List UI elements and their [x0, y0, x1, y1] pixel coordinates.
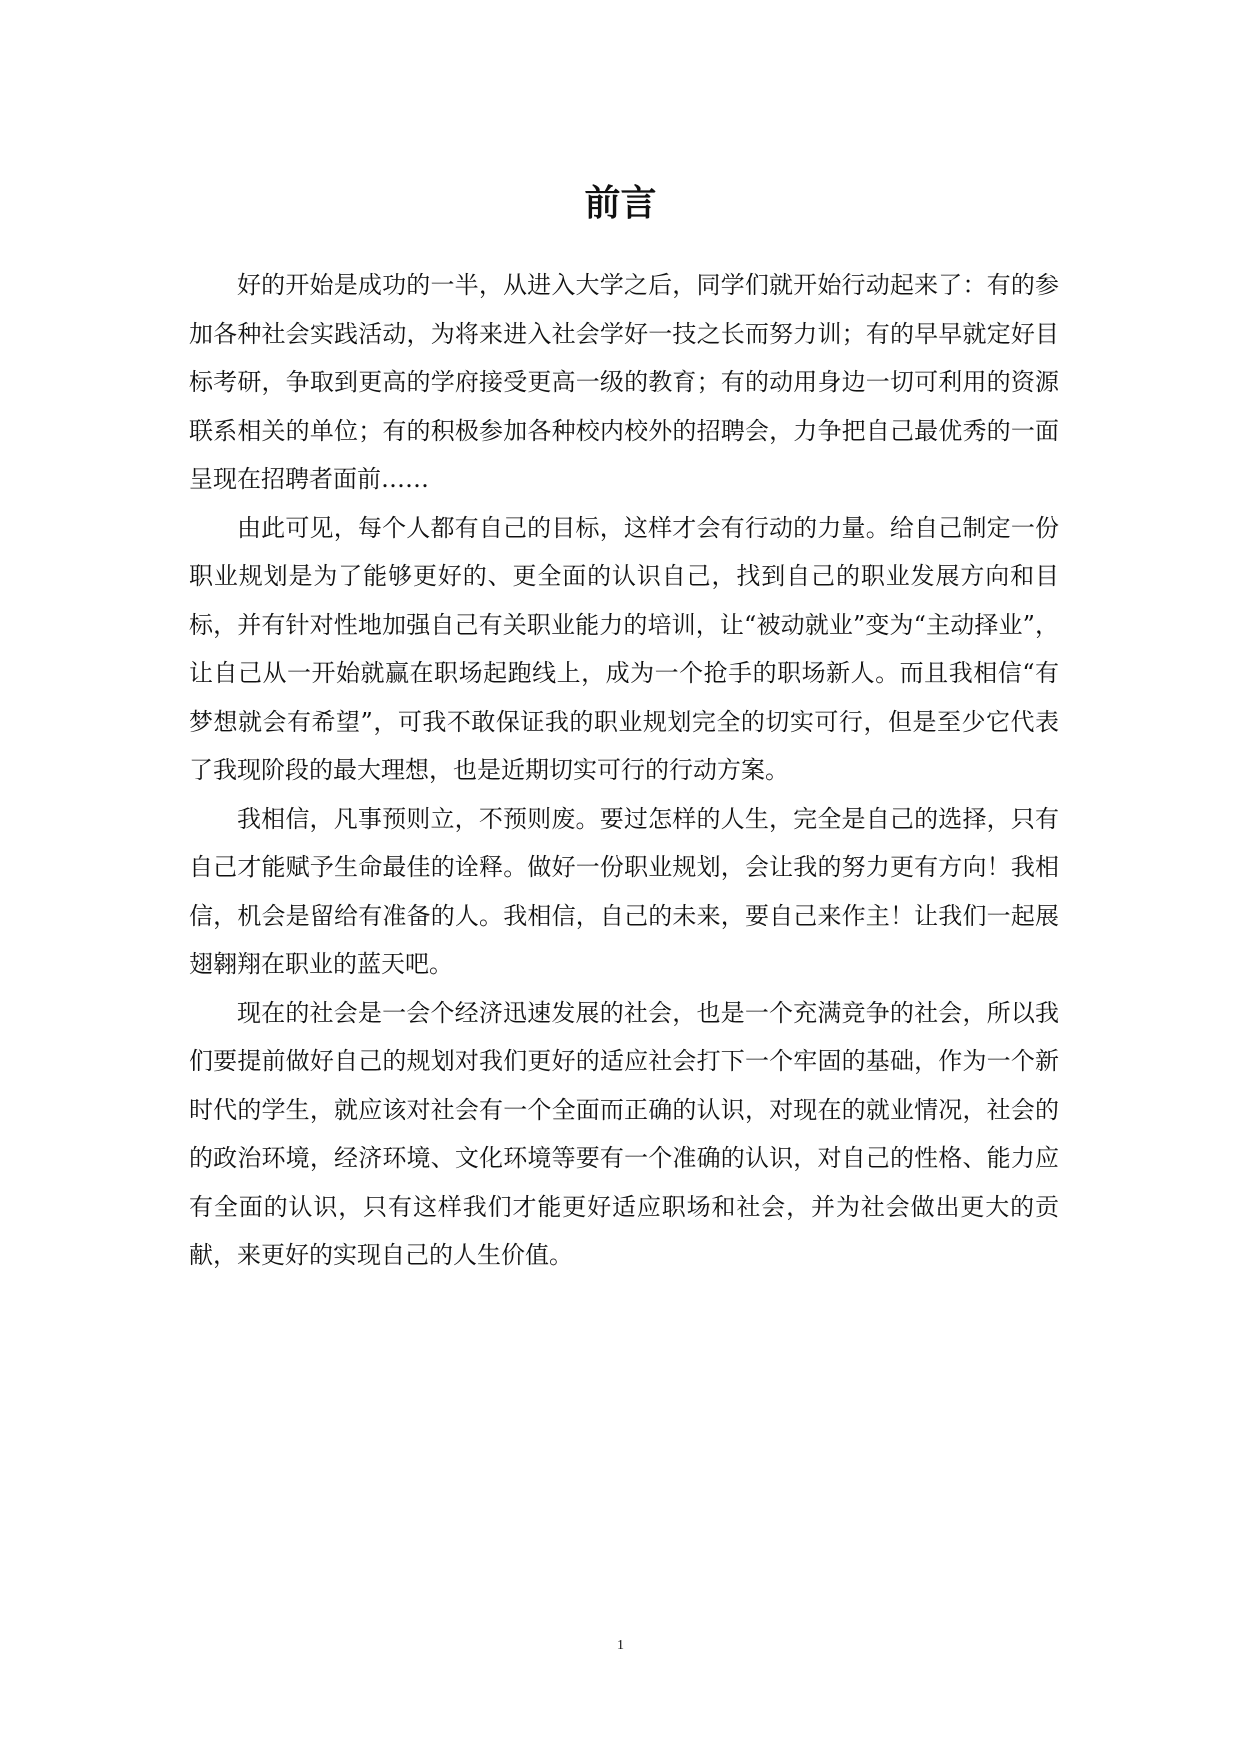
paragraph-2: 由此可见，每个人都有自己的目标，这样才会有行动的力量。给自己制定一份职业规划是为了能够更好的、更全面的认识自己，找到自己的职业发展方向和目标，并有针对性地加强自己有关职业能力的培训，让“被动就业”变为“主动择业”，让自己从一开始就赢在职场起跑线上，成为一个抢手的职场新人。而且我相信“有梦想就会有希望”，可我不敢保证我的职业规划完全的切实可行，但是至少它代表了我现阶段的最大理想，也是近期切实可行的行动方案。: [189, 513, 1059, 784]
page-number: 1: [617, 1638, 624, 1653]
paragraph-1: 好的开始是成功的一半，从进入大学之后，同学们就开始行动起来了：有的参加各种社会实践活动，为将来进入社会学好一技之长而努力训；有的早早就定好目标考研，争取到更高的学府接受更高一级的教育；有的动用身边一切可利用的资源联系相关的单位；有的积极参加各种校内校外的招聘会，力争把自己最优秀的一面呈现在招聘者面前……: [189, 271, 1059, 493]
paragraph-4: 现在的社会是一会个经济迅速发展的社会，也是一个充满竞争的社会，所以我们要提前做好自己的规划对我们更好的适应社会打下一个牢固的基础，作为一个新时代的学生，就应该对社会有一个全面而正确的认识，对现在的就业情况，社会的的政治环境，经济环境、文化环境等要有一个准确的认识，对自己的性格、能力应有全面的认识，只有这样我们才能更好适应职场和社会，并为社会做出更大的贡献，来更好的实现自己的人生价值。: [189, 998, 1059, 1269]
page-title: 前言: [584, 183, 657, 224]
document-body: [189, 261, 1059, 1280]
paragraph-3: 我相信，凡事预则立，不预则废。要过怎样的人生，完全是自己的选择，只有自己才能赋予生命最佳的诠释。做好一份职业规划，会让我的努力更有方向！我相信，机会是留给有准备的人。我相信，自己的未来，要自己来作主！让我们一起展翅翱翔在职业的蓝天吧。: [189, 804, 1059, 978]
